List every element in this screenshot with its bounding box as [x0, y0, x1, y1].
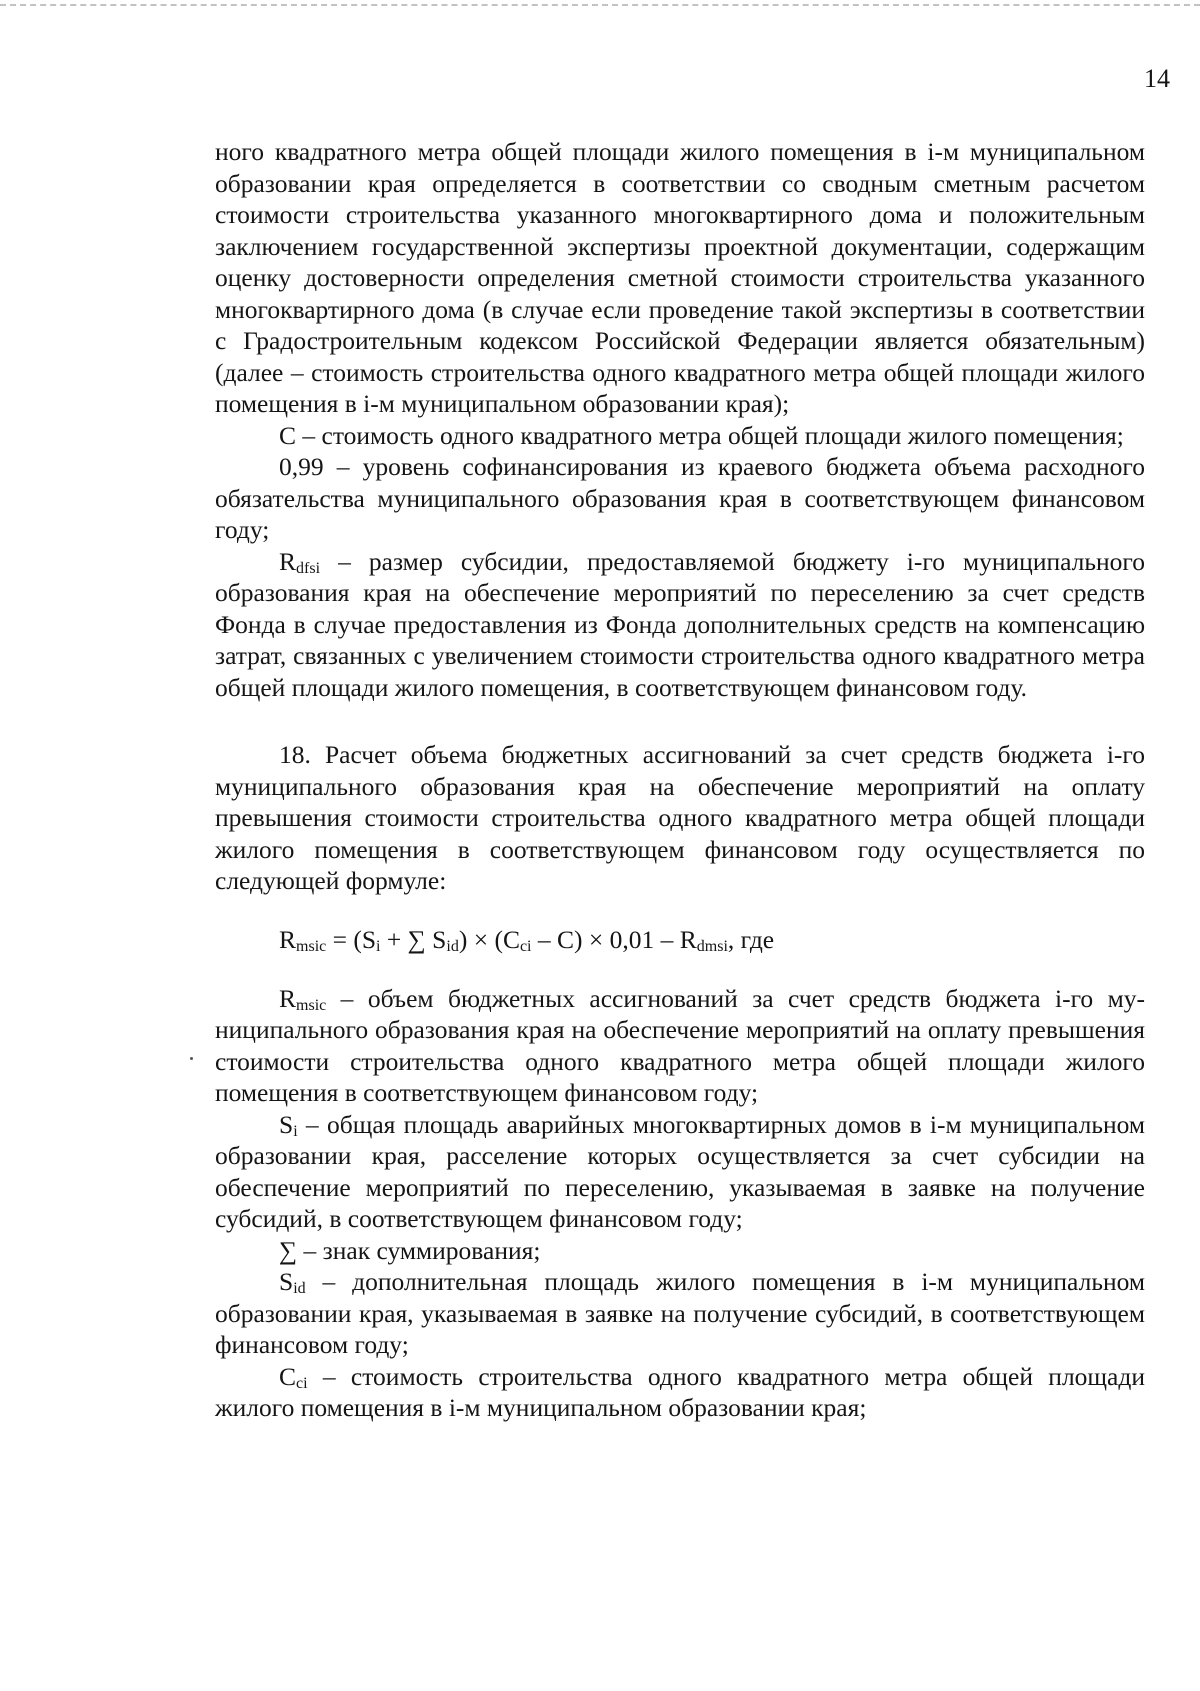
definition-text: – общая площадь аварийных многоквартирных домов в i-м муниципальном образовании края, расселение которых осуществляется за счет субсидии на обеспечение мероприятий по переселению, указываемая в заявке на получение субсидий, в соответствующем финансовом году;	[215, 1109, 1145, 1233]
document-body	[215, 136, 1145, 1424]
formula-subscript: i	[376, 937, 381, 955]
symbol-subscript: dfsi	[296, 559, 321, 577]
paragraph-cofinancing-level: 0,99 – уровень софинансирования из краевого бюджета объема расходного обязательства муниципального образования края в соответствующем финансовом году;	[215, 452, 1145, 544]
paragraph-rmsic-definition	[215, 983, 1145, 1109]
formula-part: , где	[727, 924, 775, 954]
formula-rmsic	[215, 923, 1145, 957]
paragraph-cci-definition	[215, 1361, 1145, 1424]
definition-text: – объем бюджетных ассигнований за счет средств бюджета i-го муниципального образования края на обеспечение мероприятий на оплату превышения стоимости строительства одного квадратного метра общей площади жилого помещения в соответствующем финансовом году;	[215, 983, 1145, 1107]
scan-speck	[190, 1057, 193, 1060]
formula-part: = (S	[326, 924, 377, 954]
paragraph-c-definition: С – стоимость одного квадратного метра общей площади жилого помещения;	[279, 420, 1124, 450]
scan-edge-line	[0, 4, 1200, 6]
paragraph-rdfsi-definition	[215, 546, 1145, 704]
page-number: 14	[1144, 64, 1170, 93]
symbol-subscript: msic	[296, 996, 327, 1014]
formula-r: R	[279, 924, 297, 954]
symbol-subscript: id	[293, 1280, 306, 1297]
formula-part: ) × (C	[458, 924, 520, 954]
formula-part: + ∑ S	[380, 924, 447, 954]
symbol-r: R	[279, 983, 297, 1013]
paragraph-sid-definition	[215, 1266, 1145, 1361]
definition-text: – стоимость строительства одного квадратного метра общей площади жилого помещения в i-м муниципальном образовании края;	[215, 1361, 1145, 1422]
paragraph-section-18: 18. Расчет объема бюджетных ассигнований за счет средств бюджета i-го муниципального образования края на обеспечение мероприятий на оплату превышения стоимости строительства одного квадратного метра общей площади жилого помещения в соответствующем финансовом году осуществляется по следующей формуле:	[215, 740, 1145, 895]
paragraph-continuation: ного квадратного метра общей площади жилого помещения в i-м муниципальном образовании края определяется в соответствии со сводным сметным расчетом стоимости строительства указанного многоквартирного дома и положительным заключением государственной экспертизы проектной документации, содержащим оценку достоверности определения сметной стоимости строительства указанного многоквартирного дома (в случае если проведение такой экспертизы в соответствии с Градостроительным кодексом Российской Федерации является обязательным) (далее – стоимость строительства одного квадратного метра общей площади жилого помещения в i-м муниципальном образовании края);	[215, 137, 1145, 418]
symbol-s: S	[279, 1109, 294, 1139]
symbol-r: R	[279, 546, 297, 576]
symbol-subscript: ci	[296, 1374, 308, 1392]
formula-subscript: id	[446, 937, 459, 955]
symbol-s: S	[279, 1267, 294, 1296]
formula-subscript: msic	[296, 937, 327, 955]
symbol-subscript: i	[293, 1122, 298, 1140]
symbol-c: C	[279, 1361, 297, 1391]
formula-subscript: dmsi	[696, 937, 728, 955]
paragraph-sum-definition: ∑ – знак суммирования;	[279, 1235, 541, 1265]
definition-text: – размер субсидии, предоставляемой бюджету i-го муниципального образования края на обеспечение мероприятий по переселению за счет средств Фонда в случае предоставления из Фонда дополнительных средств на компенсацию затрат, связанных с увеличением стоимости строительства одного квадратного метра общей площади жилого помещения, в соответствующем финансовом году.	[215, 546, 1145, 702]
paragraph-si-definition	[215, 1109, 1145, 1235]
formula-subscript: ci	[519, 937, 532, 955]
definition-text: – дополнительная площадь жилого помещения в i-м муниципальном образовании края, указываемая в заявке на получение субсидий, в соответствующем финансовом году;	[215, 1267, 1145, 1359]
formula-part: – C) × 0,01 – R	[531, 924, 697, 954]
